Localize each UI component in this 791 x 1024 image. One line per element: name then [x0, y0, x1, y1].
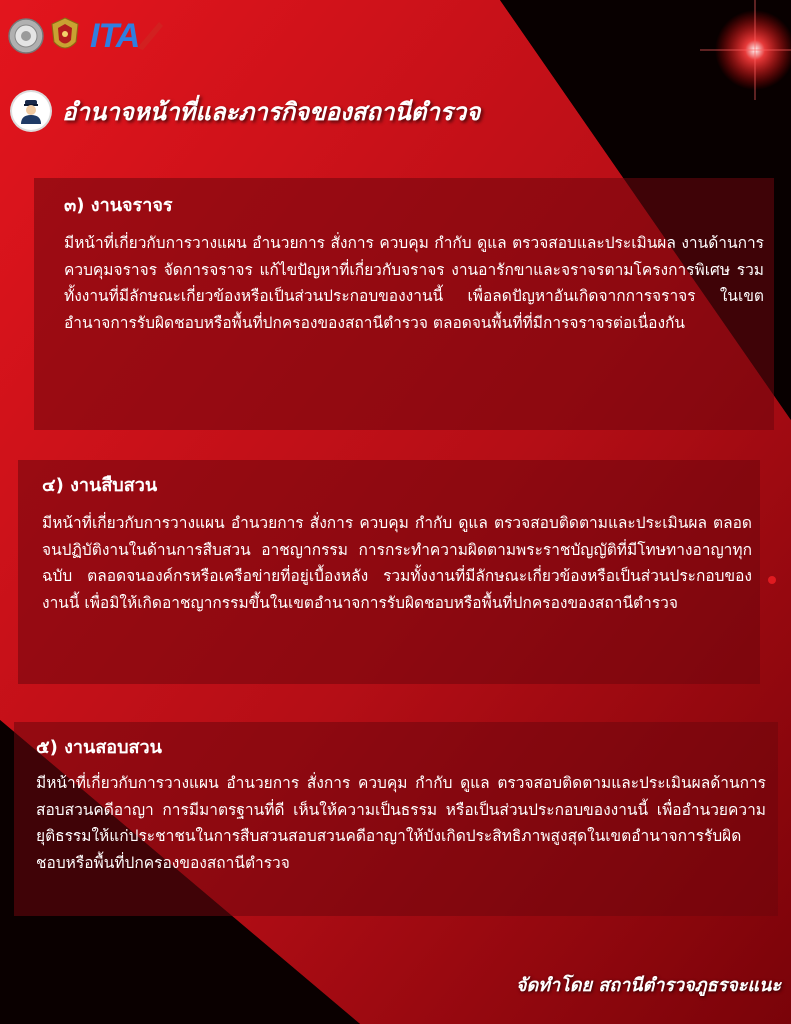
- section-heading: ๓) งานจราจร: [64, 195, 173, 216]
- section-heading: ๕) งานสอบสวน: [36, 737, 162, 758]
- police-officer-icon: [12, 92, 50, 130]
- section-body: มีหน้าที่เกี่ยวกับการวางแผน อำนวยการ สั่งการ ควบคุม กำกับ ดูแล ตรวจสอบติดตามและประเมินผล ตลอดจนปฏิบัติงานในด้านการสืบสวน อาชญากรรม การกระทำความผิดตามพระราชบัญญัติที่มีโทษทางอาญาทุกฉบับ ตลอดจนองค์กรหรือเครือข่ายที่อยู่เบื้องหลัง รวมทั้งงานที่มีลักษณะเกี่ยวข้องหรือเป็นส่วนประกอบของงานนี้ เพื่อมิให้เกิดอาชญากรรมขึ้นในเขตอำนาจการรับผิดชอบหรือพื้นที่ปกครองของสถานีตำรวจ: [42, 514, 752, 612]
- police-emblem-icon: [48, 16, 82, 56]
- section-traffic: [34, 178, 774, 430]
- ita-check-icon: [135, 18, 165, 54]
- section-body: มีหน้าที่เกี่ยวกับการวางแผน อำนวยการ สั่งการ ควบคุม กำกับ ดูแล ตรวจสอบและประเมินผล งานด้านการควบคุมจราจร จัดการจราจร แก้ไขปัญหาที่เกี่ยวกับจราจร งานอารักขาและจราจรตามโครงการพิเศษ รวมทั้งงานที่มีลักษณะเกี่ยวข้องหรือเป็นส่วนประกอบของงานนี้ เพื่อลดปัญหาอันเกิดจากการจราจร ในเขตอำนาจการรับผิดชอบหรือพื้นที่ปกครองของสถานีตำรวจ ตลอดจนพื้นที่ที่มีการจราจรต่อเนื่องกัน: [64, 234, 764, 332]
- credit-text: จัดทำโดย สถานีตำรวจภูธรจะแนะ: [515, 975, 781, 996]
- ita-logo-text: ITA: [90, 17, 140, 55]
- decorative-dot: [768, 576, 776, 584]
- title-bar: [12, 88, 572, 134]
- section-inquiry: [14, 722, 778, 916]
- section-investigation: [18, 460, 760, 684]
- logo-bar: [8, 12, 165, 60]
- section-body: มีหน้าที่เกี่ยวกับการวางแผน อำนวยการ สั่งการ ควบคุม กำกับ ดูแล ตรวจสอบติดตามและประเมินผลด้านการสอบสวนคดีอาญา การมีมาตรฐานที่ดี เห็นให้ความเป็นธรรม หรือเป็นส่วนประกอบของงานนี้ เพื่ออำนวยความยุติธรรมให้แก่ประชาชนในการสืบสวนสอบสวนคดีอาญาให้บังเกิดประสิทธิภาพสูงสุดในเขตอำนาจการรับผิดชอบหรือพื้นที่ปกครองของสถานีตำรวจ: [36, 774, 766, 872]
- police-seal-icon: [8, 18, 44, 54]
- page-title: อำนาจหน้าที่และภารกิจของสถานีตำรวจ: [62, 97, 481, 126]
- section-heading: ๔) งานสืบสวน: [42, 475, 158, 496]
